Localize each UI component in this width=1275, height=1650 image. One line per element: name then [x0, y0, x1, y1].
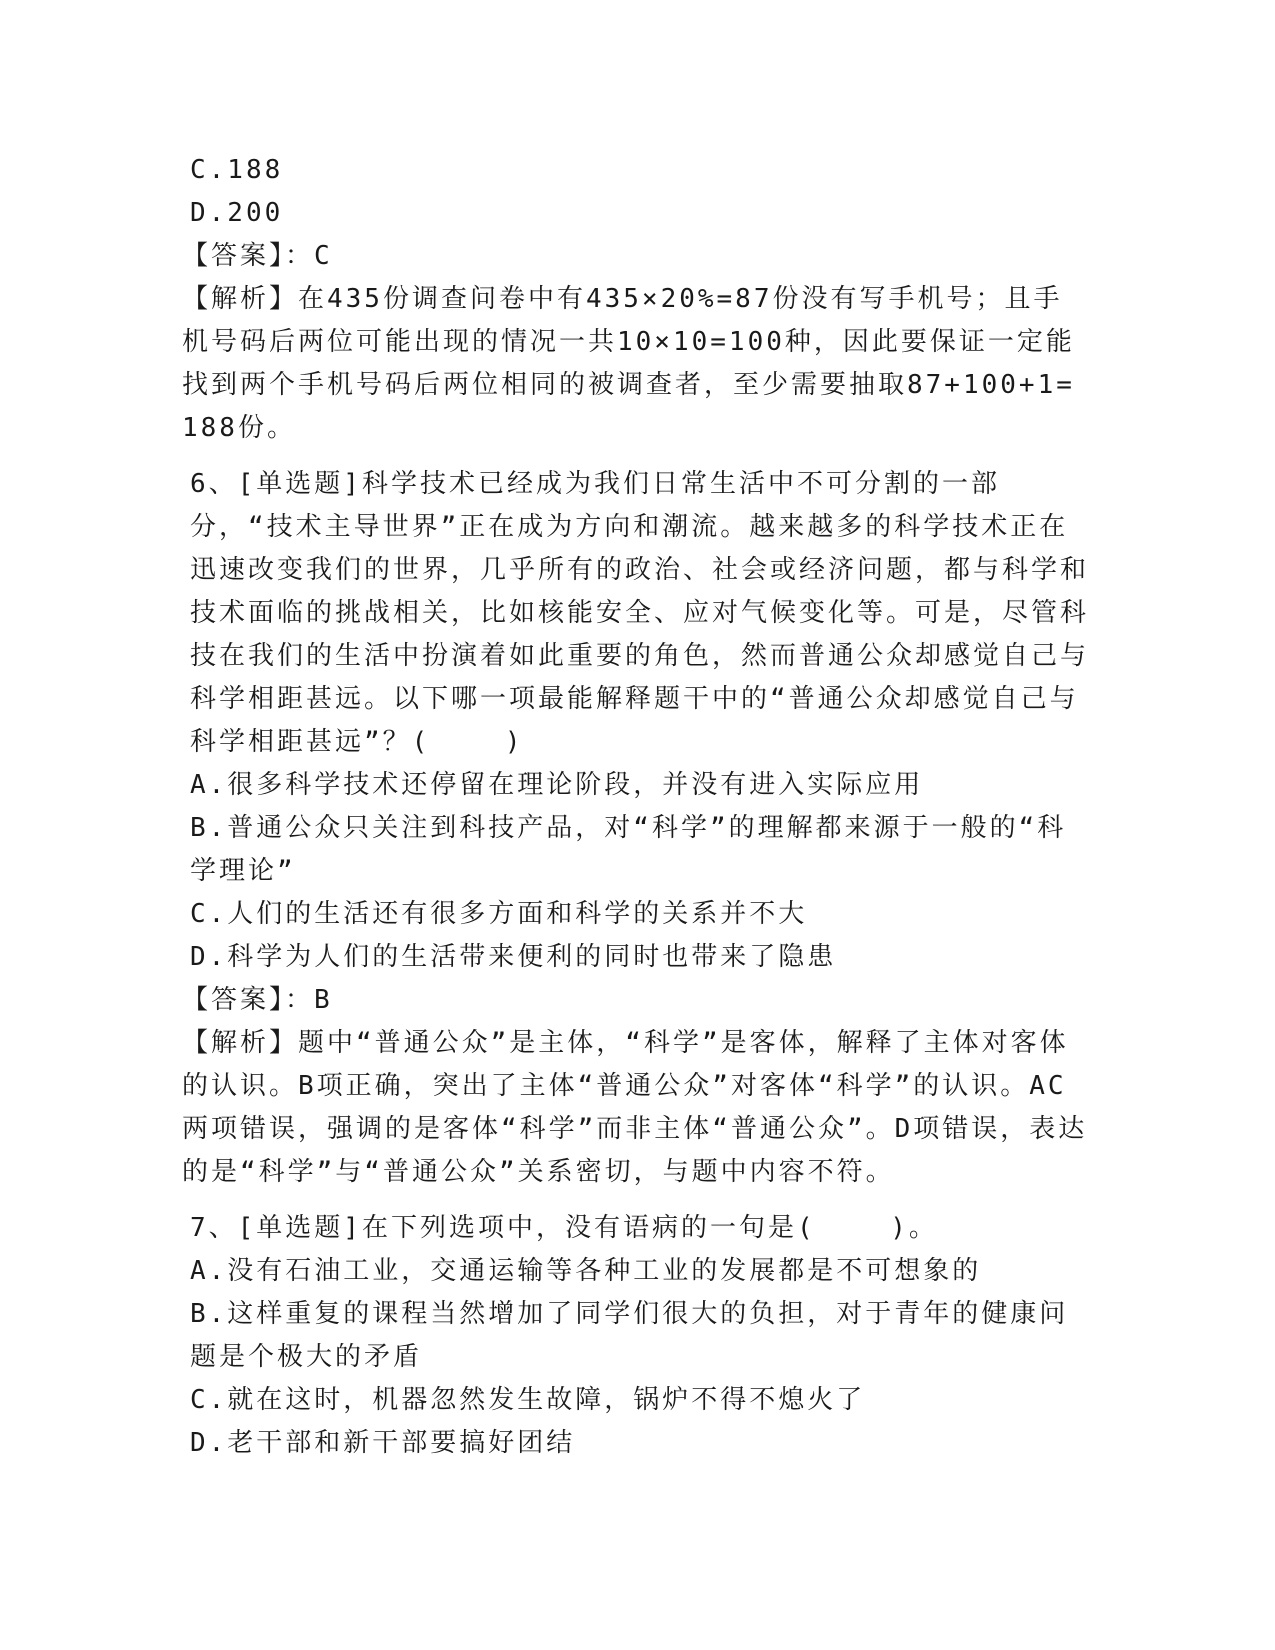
q7-option-a: A.没有石油工业，交通运输等各种工业的发展都是不可想象的 [190, 1256, 982, 1286]
q6-option-b: B.普通公众只关注到科技产品，对“科学”的理解都来源于一般的“科学理论” [190, 813, 1067, 886]
q7-option-b: B.这样重复的课程当然增加了同学们很大的负担，对于青年的健康问题是个极大的矛盾 [190, 1299, 1069, 1372]
q6-option-c: C.人们的生活还有很多方面和科学的关系并不大 [190, 899, 808, 929]
q5-option-c: C.188 [190, 155, 284, 185]
q5-option-d: D.200 [190, 198, 284, 228]
q6-answer: 【答案】：B [182, 985, 333, 1015]
q6-option-a: A.很多科学技术还停留在理论阶段，并没有进入实际应用 [190, 770, 924, 800]
q6-analysis: 【解析】题中“普通公众”是主体，“科学”是客体，解释了主体对客体的认识。B项正确，突出了主体“普通公众”对客体“科学”的认识。AC两项错误，强调的是客体“科学”而非主体“普通公众”。D项错误，表达的是“科学”与“普通公众”关系密切，与题中内容不符。 [182, 1028, 1088, 1187]
q5-answer: 【答案】：C [182, 241, 333, 271]
document-content [182, 149, 1090, 1465]
q7-option-d: D.老干部和新干部要搞好团结 [190, 1428, 576, 1458]
q6-option-d: D.科学为人们的生活带来便利的同时也带来了隐患 [190, 942, 837, 972]
q7-stem: 7、[单选题]在下列选项中，没有语病的一句是( )。 [190, 1213, 938, 1243]
q5-analysis: 【解析】在435份调查问卷中有435×20%=87份没有写手机号；且手机号码后两位可能出现的情况一共10×10=100种，因此要保证一定能找到两个手机号码后两位相同的被调查者，至少需要抽取87+100+1=188份。 [182, 284, 1075, 443]
spacer [190, 1194, 1090, 1207]
spacer [190, 450, 1090, 463]
q7-option-c: C.就在这时，机器忽然发生故障，锅炉不得不熄火了 [190, 1385, 866, 1415]
q6-stem: 6、[单选题]科学技术已经成为我们日常生活中不可分割的一部分，“技术主导世界”正在成为方向和潮流。越来越多的科学技术正在迅速改变我们的世界，几乎所有的政治、社会或经济问题，都与科学和技术面临的挑战相关，比如核能安全、应对气候变化等。可是，尽管科技在我们的生活中扮演着如此重要的角色，然而普通公众却感觉自己与科学相距甚远。以下哪一项最能解释题干中的“普通公众却感觉自己与科学相距甚远”？( ) [190, 469, 1090, 757]
